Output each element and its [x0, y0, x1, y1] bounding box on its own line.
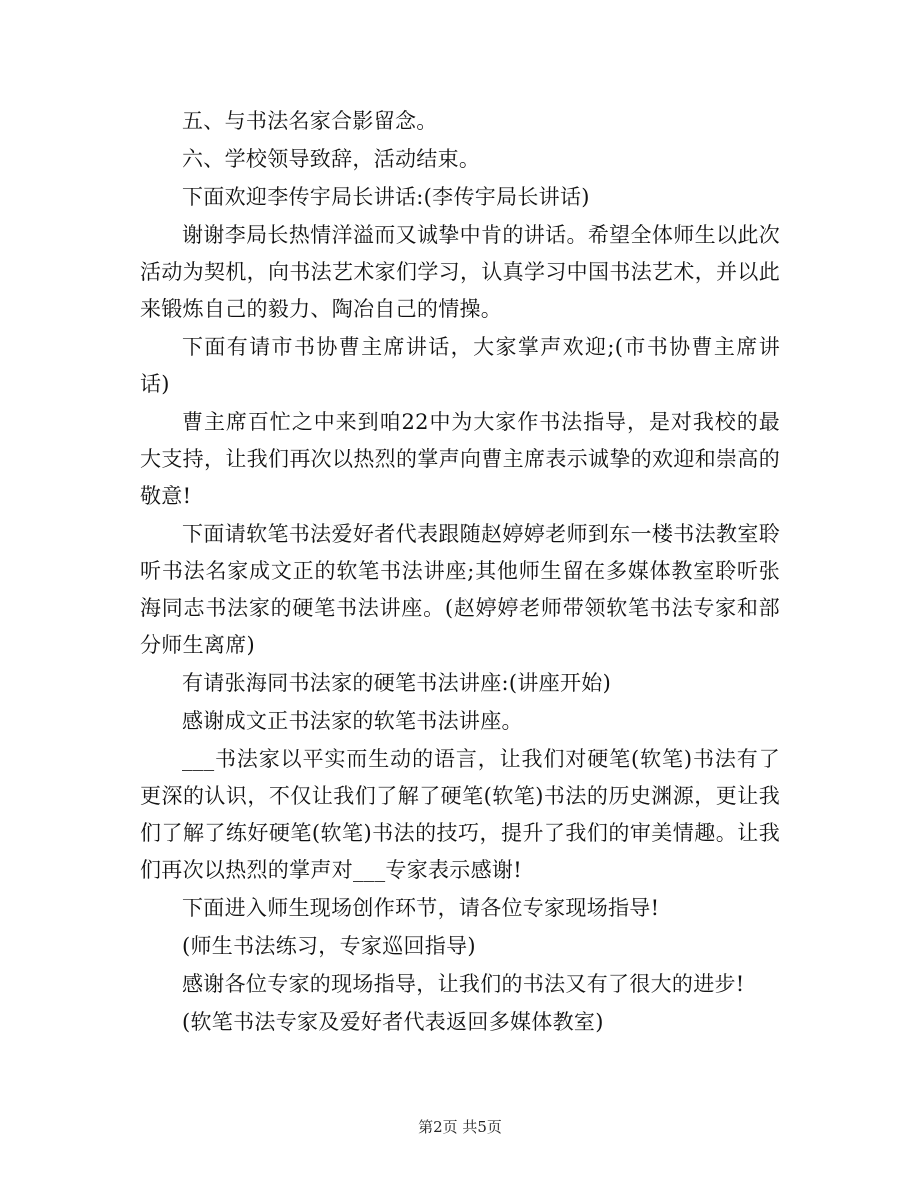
paragraph: 下面请软笔书法爱好者代表跟随赵婷婷老师到东一楼书法教室聆听书法名家成文正的软笔书法讲座;其他师生留在多媒体教室聆听张海同志书法家的硬笔书法讲座。(赵婷婷老师带领软笔书法专家和部分师生离席) [140, 522, 780, 657]
paragraph: 五、与书法名家合影留念。 [182, 109, 438, 133]
paragraph: ___书法家以平实而生动的语言，让我们对硬笔(软笔)书法有了更深的认识，不仅让我们了解了硬笔(软笔)书法的历史渊源，更让我们了解了练好硬笔(软笔)书法的技巧，提升了我们的审美情趣。让我们再次以热烈的掌声对___专家表示感谢! [140, 747, 780, 882]
paragraph: 感谢成文正书法家的软笔书法讲座。 [182, 709, 523, 733]
paragraph: 感谢各位专家的现场指导，让我们的书法又有了很大的进步! [182, 972, 745, 996]
paragraph: 曹主席百忙之中来到咱22中为大家作书法指导，是对我校的最大支持，让我们再次以热烈的掌声向曹主席表示诚挚的欢迎和崇高的敬意! [140, 410, 780, 508]
document-body [140, 103, 780, 1041]
page-number-footer: 第2页 共5页 [418, 1118, 502, 1136]
paragraph: 六、学校领导致辞，活动结束。 [182, 147, 481, 171]
paragraph: (软笔书法专家及爱好者代表返回多媒体教室) [182, 1010, 604, 1034]
paragraph: 下面有请市书协曹主席讲话，大家掌声欢迎;(市书协曹主席讲话) [140, 335, 780, 396]
paragraph: 有请张海同书法家的硬笔书法讲座:(讲座开始) [182, 671, 612, 695]
paragraph: 谢谢李局长热情洋溢而又诚挚中肯的讲话。希望全体师生以此次活动为契机，向书法艺术家们学习，认真学习中国书法艺术，并以此来锻炼自己的毅力、陶冶自己的情操。 [140, 223, 780, 321]
paragraph: (师生书法练习，专家巡回指导) [182, 934, 476, 958]
paragraph: 下面欢迎李传宇局长讲话:(李传宇局长讲话) [182, 185, 590, 209]
paragraph: 下面进入师生现场创作环节，请各位专家现场指导! [182, 896, 660, 920]
